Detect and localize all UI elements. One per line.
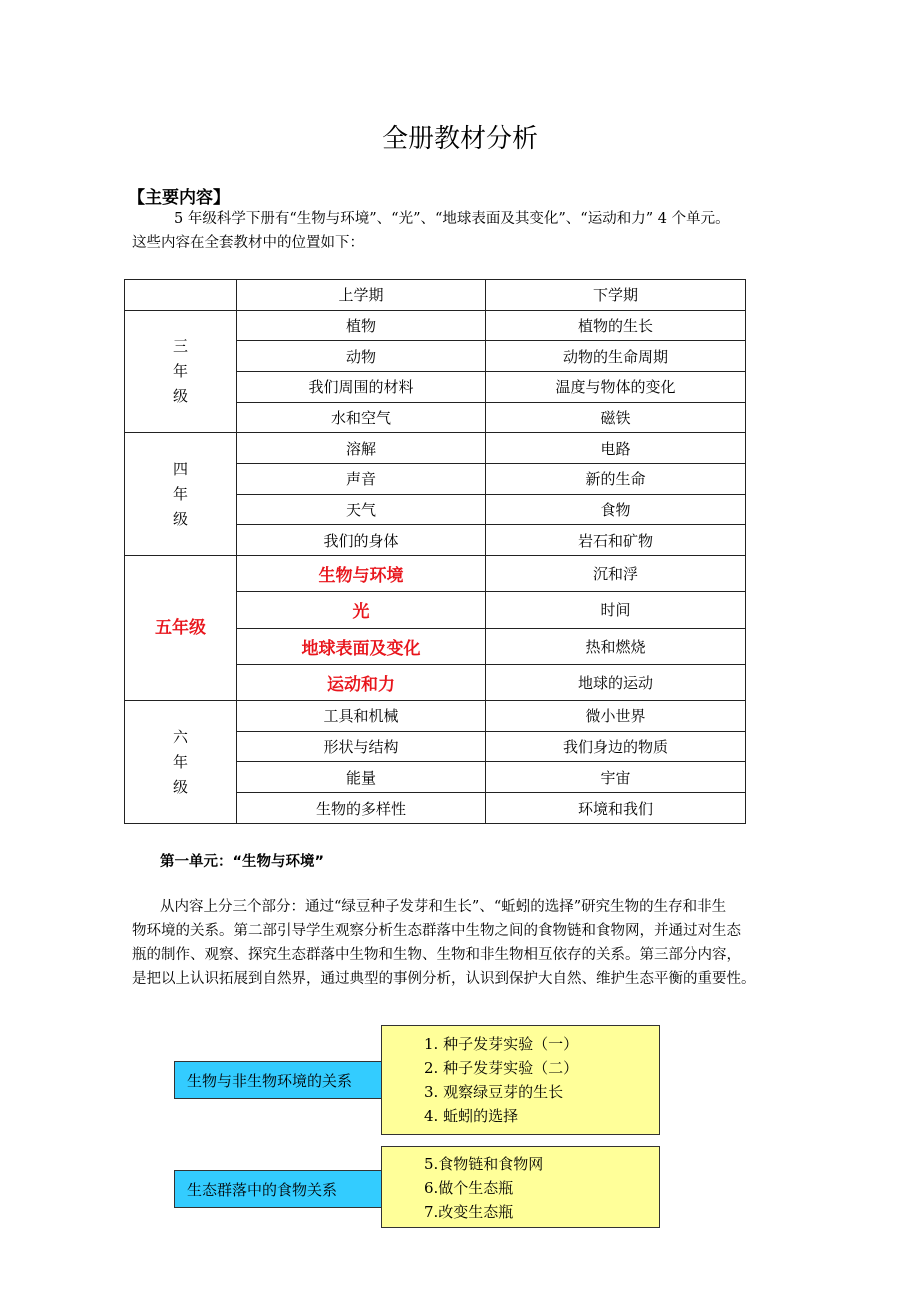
first-semester-cell: 我们周围的材料 <box>237 372 486 403</box>
second-semester-cell: 新的生命 <box>486 464 746 495</box>
second-semester-cell: 环境和我们 <box>486 793 746 824</box>
second-semester-cell: 我们身边的物质 <box>486 731 746 762</box>
section-heading-main-content: 【主要内容】 <box>128 188 230 208</box>
table-row <box>125 701 746 732</box>
body-line: 是把以上认识拓展到自然界，通过典型的事例分析，认识到保护大自然、维护生态平衡的重要性。 <box>132 971 756 987</box>
second-semester-cell: 热和燃烧 <box>486 628 746 664</box>
grade-label-char: 六 <box>172 727 188 746</box>
second-semester-cell: 温度与物体的变化 <box>486 372 746 403</box>
first-semester-cell: 地球表面及变化 <box>237 628 486 664</box>
second-semester-cell: 宇宙 <box>486 762 746 793</box>
second-semester-cell: 地球的运动 <box>486 664 746 700</box>
diagram-label: 生态群落中的食物关系 <box>187 1180 338 1199</box>
second-semester-cell: 动物的生命周期 <box>486 341 746 372</box>
second-semester-cell: 微小世界 <box>486 701 746 732</box>
diagram-item: 2. 种子发芽实验（二） <box>424 1059 579 1077</box>
first-semester-cell: 植物 <box>237 310 486 341</box>
diagram-items-box <box>381 1025 660 1135</box>
grade-label-char: 年 <box>172 752 188 771</box>
table-header-row <box>125 280 746 311</box>
grade-label-char: 年 <box>172 362 188 381</box>
grade-label-char: 级 <box>172 777 188 796</box>
page-title: 全册教材分析 <box>381 124 538 154</box>
grade-label-cell <box>125 701 237 824</box>
grade-label-char: 级 <box>189 618 206 639</box>
grade-label-char: 五 <box>155 618 172 639</box>
grade-label-char: 三 <box>172 337 188 356</box>
table-row <box>125 433 746 464</box>
diagram-item: 5.食物链和食物网 <box>424 1155 544 1173</box>
diagram-item: 6.做个生态瓶 <box>424 1179 514 1197</box>
first-semester-cell: 天气 <box>237 494 486 525</box>
first-semester-cell: 声音 <box>237 464 486 495</box>
unit1-description <box>132 895 822 991</box>
grade-label-char: 年 <box>172 484 188 503</box>
grade-label-char: 级 <box>172 509 188 528</box>
body-line: 瓶的制作、观察、探究生态群落中生物和生物、生物和非生物相互依存的关系。第三部分内容， <box>132 947 741 963</box>
second-semester-cell: 食物 <box>486 494 746 525</box>
diagram-item: 7.改变生态瓶 <box>424 1203 514 1221</box>
first-semester-cell: 溶解 <box>237 433 486 464</box>
curriculum-table <box>124 279 746 824</box>
diagram-label-box <box>174 1170 382 1208</box>
intro-paragraph <box>132 207 812 255</box>
second-semester-cell: 磁铁 <box>486 402 746 433</box>
diagram-label-box <box>174 1061 382 1099</box>
table-header-cell: 上学期 <box>237 280 486 311</box>
first-semester-cell: 生物与环境 <box>237 556 486 592</box>
first-semester-cell: 光 <box>237 592 486 628</box>
second-semester-cell: 电路 <box>486 433 746 464</box>
grade-label-char: 年 <box>172 618 189 639</box>
first-semester-cell: 能量 <box>237 762 486 793</box>
table-header-cell: 下学期 <box>486 280 746 311</box>
first-semester-cell: 动物 <box>237 341 486 372</box>
diagram-item: 4. 蚯蚓的选择 <box>424 1107 519 1125</box>
intro-line: 这些内容在全套教材中的位置如下： <box>132 235 364 251</box>
diagram-item: 1. 种子发芽实验（一） <box>424 1035 579 1053</box>
second-semester-cell: 时间 <box>486 592 746 628</box>
first-semester-cell: 工具和机械 <box>237 701 486 732</box>
grade-label-cell <box>125 310 237 433</box>
second-semester-cell: 沉和浮 <box>486 556 746 592</box>
second-semester-cell: 植物的生长 <box>486 310 746 341</box>
first-semester-cell: 形状与结构 <box>237 731 486 762</box>
intro-line: 5 年级科学下册有“生物与环境”、“光”、“地球表面及其变化”、“运动和力” 4 个单元。 <box>174 211 730 227</box>
grade-label-char: 四 <box>172 459 188 478</box>
table-header-empty <box>125 280 237 311</box>
grade-label-cell <box>125 433 237 556</box>
table-row <box>125 556 746 592</box>
diagram-items-box <box>381 1146 660 1228</box>
first-semester-cell: 生物的多样性 <box>237 793 486 824</box>
unit1-heading: 第一单元：“生物与环境” <box>160 854 325 870</box>
first-semester-cell: 水和空气 <box>237 402 486 433</box>
first-semester-cell: 运动和力 <box>237 664 486 700</box>
second-semester-cell: 岩石和矿物 <box>486 525 746 556</box>
grade-label-char: 级 <box>172 387 188 406</box>
grade-label-cell <box>125 556 237 701</box>
body-line: 从内容上分三个部分：通过“绿豆种子发芽和生长”、“蚯蚓的选择”研究生物的生存和非生 <box>160 899 727 915</box>
diagram-label: 生物与非生物环境的关系 <box>187 1071 353 1090</box>
diagram-item: 3. 观察绿豆芽的生长 <box>424 1083 564 1101</box>
body-line: 物环境的关系。第二部引导学生观察分析生态群落中生物之间的食物链和食物网，并通过对生态 <box>132 923 741 939</box>
table-row <box>125 310 746 341</box>
first-semester-cell: 我们的身体 <box>237 525 486 556</box>
